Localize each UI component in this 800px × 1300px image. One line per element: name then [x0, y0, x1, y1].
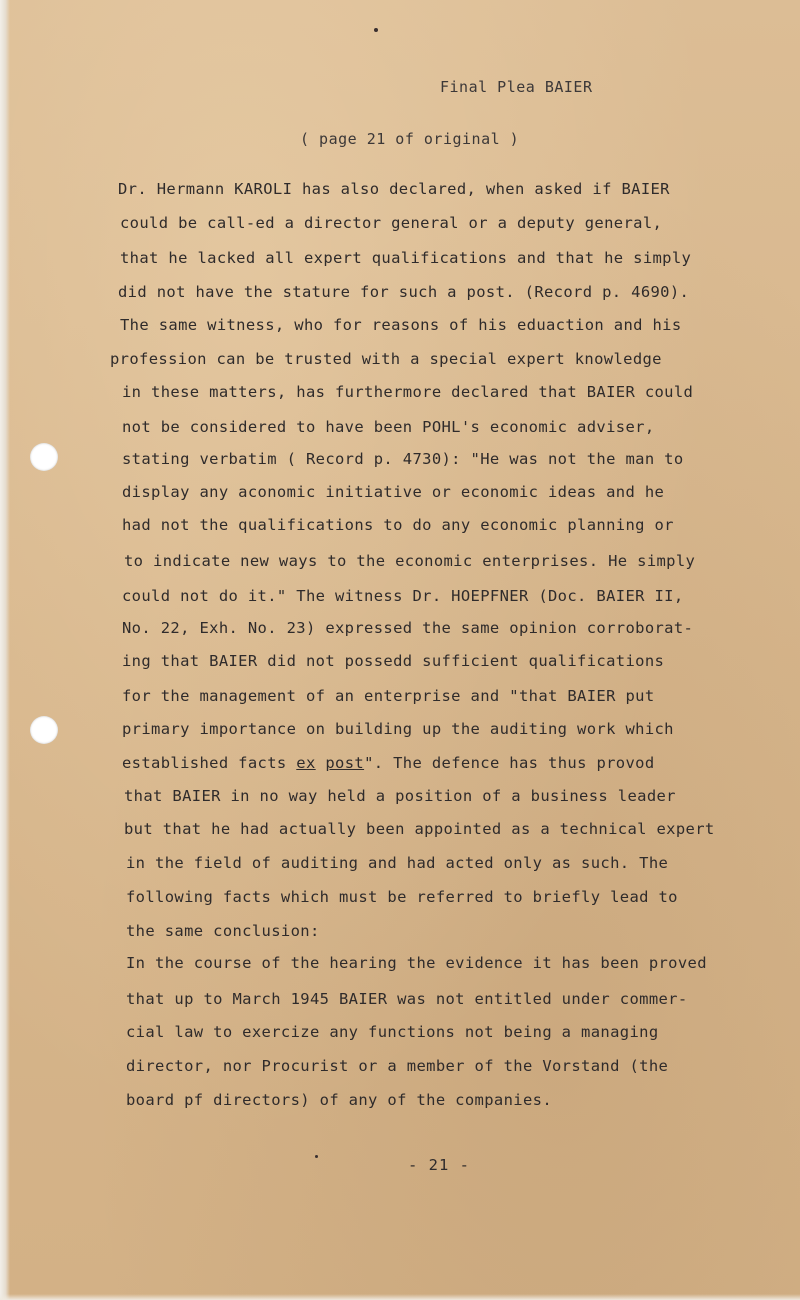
text-line: in the field of auditing and had acted only as such. The: [126, 854, 669, 872]
text-line: The same witness, who for reasons of his eduaction and his: [120, 316, 682, 334]
text-line: cial law to exercize any functions not being a managing: [126, 1023, 659, 1041]
text-line: that he lacked all expert qualifications and that he simply: [120, 249, 692, 267]
text-line: stating verbatim ( Record p. 4730): "He was not the man to: [122, 450, 684, 468]
text-line: could be call-ed a director general or a deputy general,: [120, 214, 663, 232]
text-segment: [316, 754, 326, 772]
text-line: had not the qualifications to do any economic planning or: [122, 516, 674, 534]
document-title: Final Plea BAIER: [440, 78, 593, 96]
text-line: display any aconomic initiative or economic ideas and he: [122, 483, 665, 501]
text-line: Dr. Hermann KAROLI has also declared, when asked if BAIER: [118, 180, 670, 198]
text-line: that BAIER in no way held a position of a business leader: [124, 787, 676, 805]
text-line: director, nor Procurist or a member of the Vorstand (the: [126, 1057, 669, 1075]
text-line: In the course of the hearing the evidence it has been proved: [126, 954, 707, 972]
text-line: profession can be trusted with a special expert knowledge: [110, 350, 662, 368]
text-line: that up to March 1945 BAIER was not entitled under commer-: [126, 990, 688, 1008]
text-line: the same conclusion:: [126, 922, 320, 940]
text-line: not be considered to have been POHL's economic adviser,: [122, 418, 655, 436]
page-number: - 21 -: [408, 1156, 470, 1174]
text-line: in these matters, has furthermore declared that BAIER could: [122, 383, 694, 401]
text-line: for the management of an enterprise and "that BAIER put: [122, 687, 655, 705]
text-line-underlined: [122, 754, 655, 772]
text-line: ing that BAIER did not possedd sufficient qualifications: [122, 652, 665, 670]
text-line: following facts which must be referred to briefly lead to: [126, 888, 678, 906]
text-line: board pf directors) of any of the companies.: [126, 1091, 552, 1109]
underlined-word: post: [325, 754, 365, 772]
text-line: but that he had actually been appointed as a technical expert: [124, 820, 715, 838]
original-page-reference: ( page 21 of original ): [300, 130, 520, 148]
text-segment: established facts: [122, 754, 297, 772]
text-line: primary importance on building up the auditing work which: [122, 720, 674, 738]
text-line: No. 22, Exh. No. 23) expressed the same opinion corroborat-: [122, 619, 694, 637]
text-line: could not do it." The witness Dr. HOEPFNER (Doc. BAIER II,: [122, 587, 684, 605]
underlined-word: ex: [296, 754, 316, 772]
text-line: to indicate new ways to the economic enterprises. He simply: [124, 552, 696, 570]
text-segment: ". The defence has thus provod: [364, 754, 655, 772]
text-line: did not have the stature for such a post. (Record p. 4690).: [118, 283, 690, 301]
